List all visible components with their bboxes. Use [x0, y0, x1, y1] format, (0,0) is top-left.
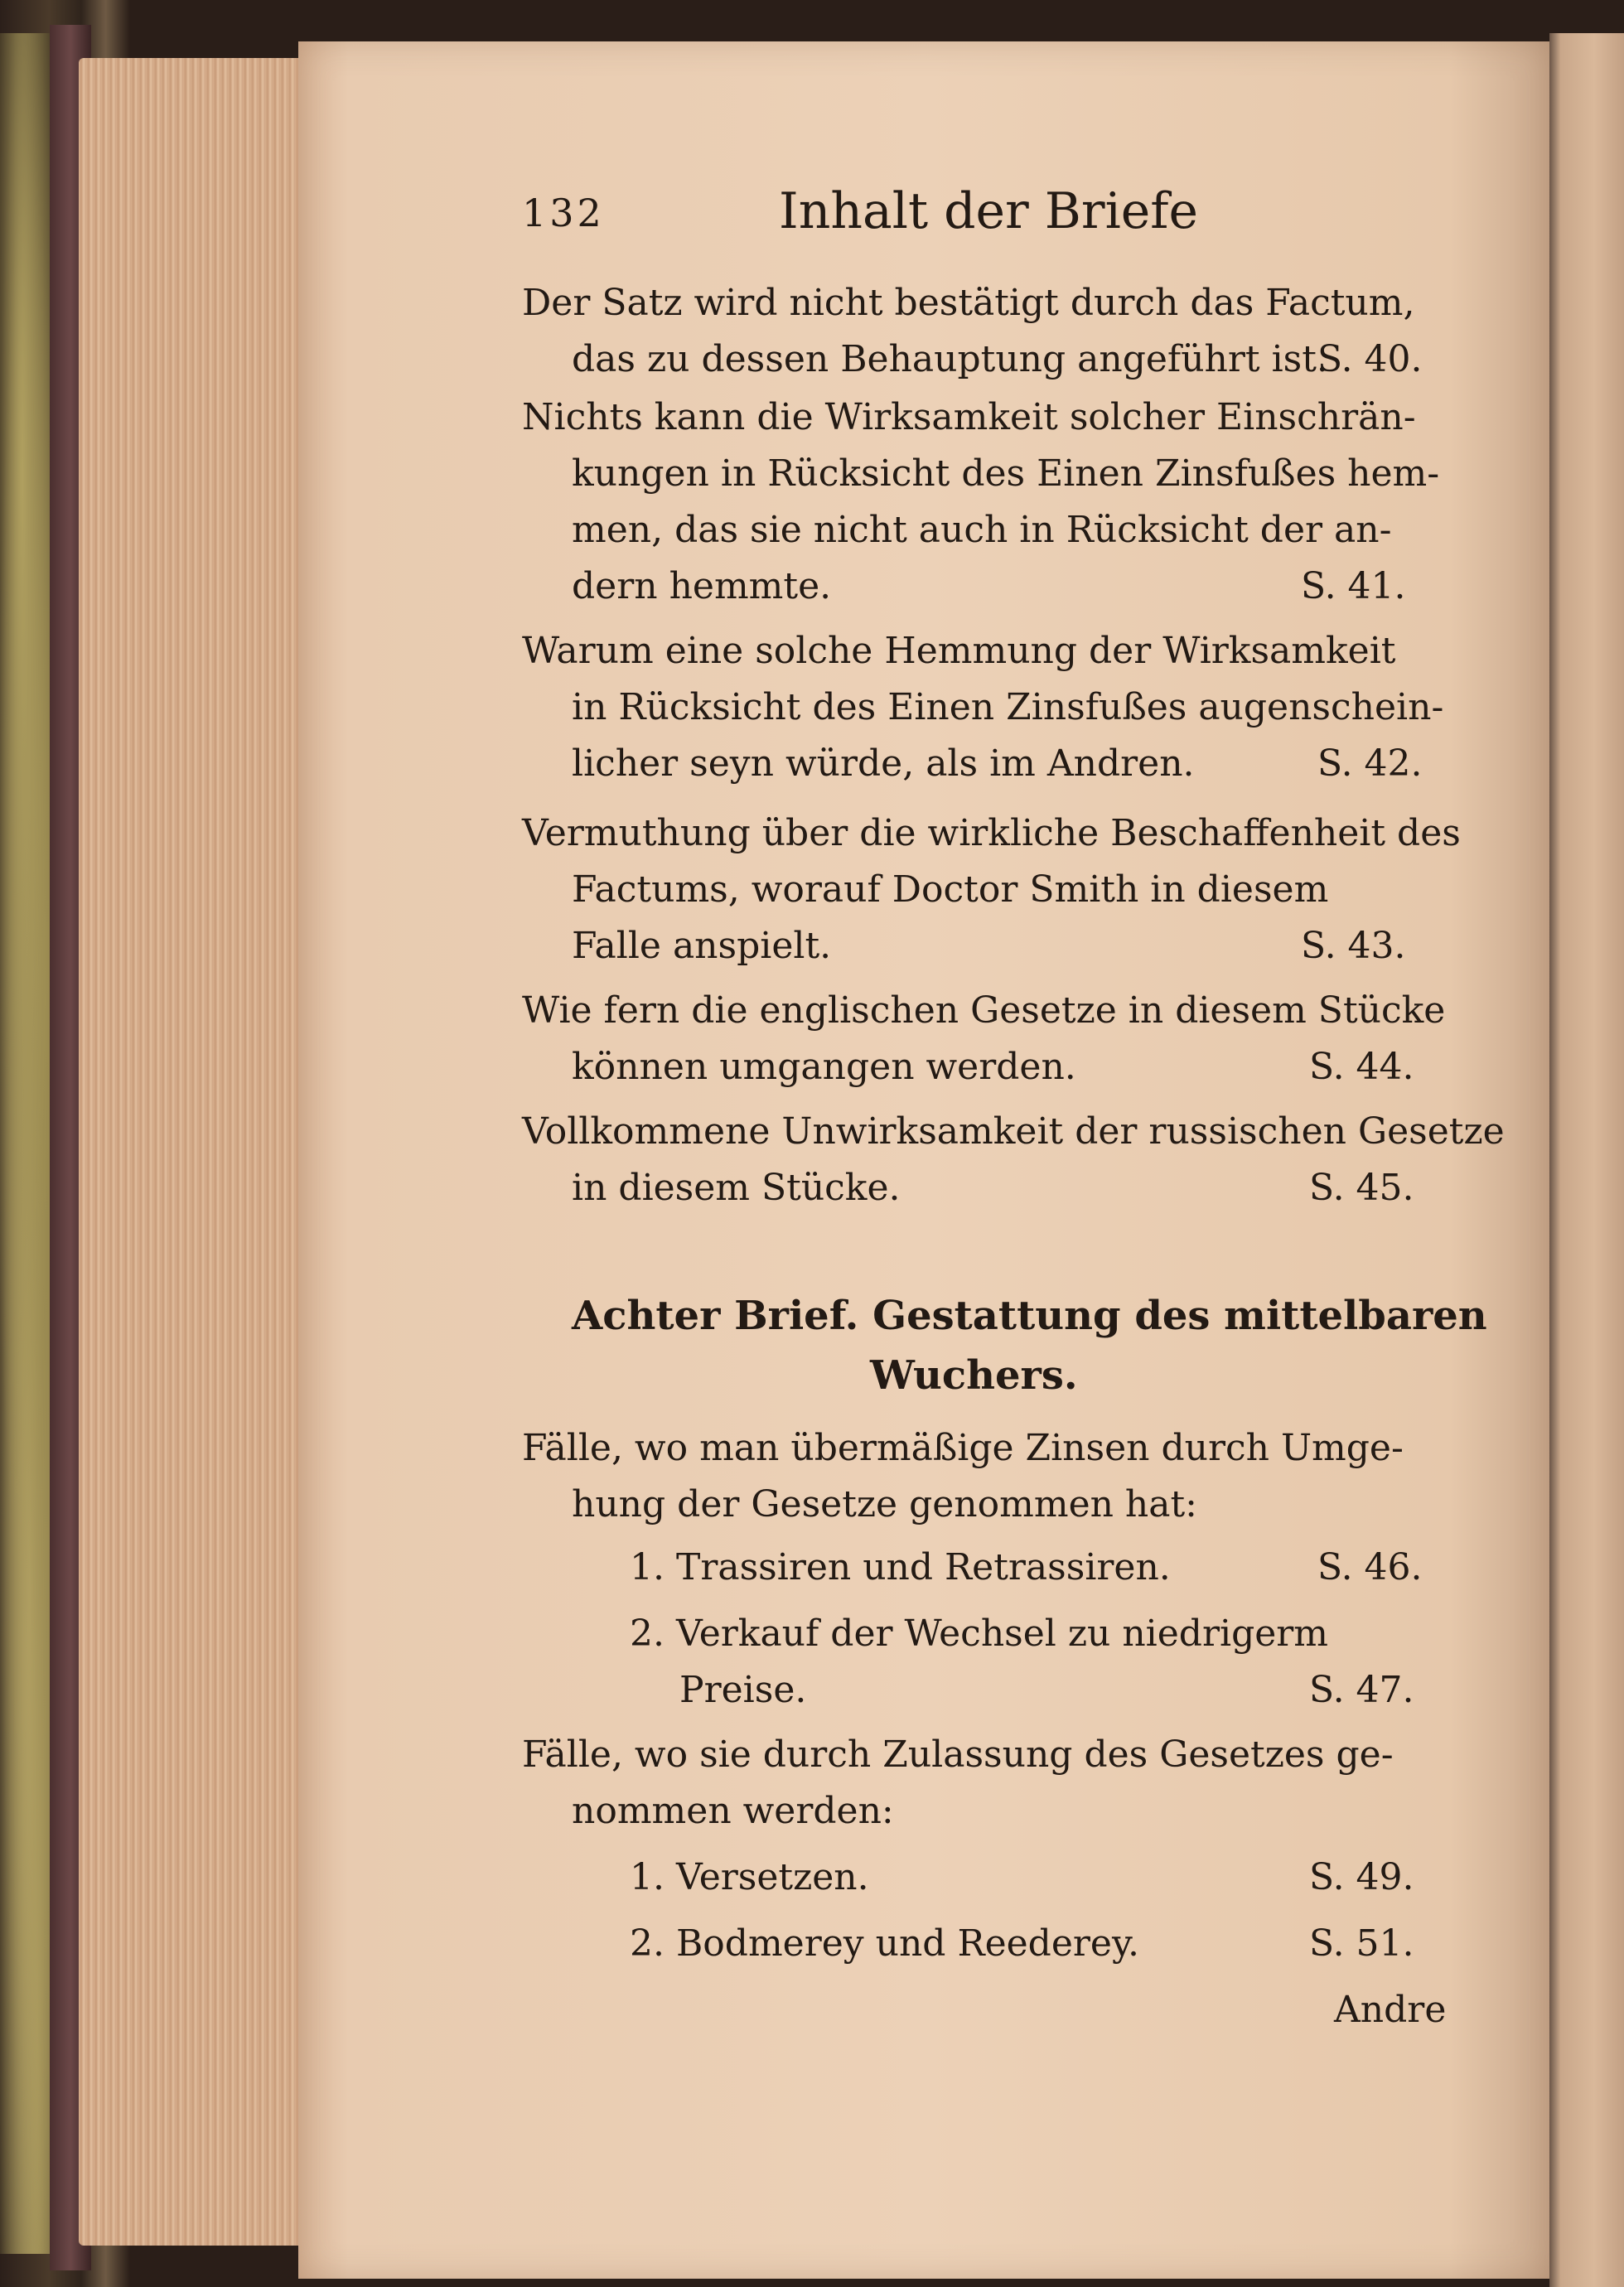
entry-line: Vermuthung über die wirkliche Beschaffenheit des	[522, 812, 1461, 854]
section-heading: Achter Brief. Gestattung des mittelbaren	[572, 1293, 1487, 1339]
entry-page-ref: S. 51.	[1309, 1922, 1414, 1965]
section-item: 1. Trassiren und Retrassiren.	[630, 1546, 1171, 1588]
entry-line: kungen in Rücksicht des Einen Zinsfußes hem-	[572, 452, 1440, 495]
section-line: nommen werden:	[572, 1790, 894, 1832]
page-number: 132	[522, 191, 605, 235]
running-title: Inhalt der Briefe	[779, 182, 1198, 240]
page-edges-stack	[79, 58, 327, 2246]
entry-page-ref: S. 49.	[1309, 1856, 1414, 1898]
entry-line: Factums, worauf Doctor Smith in diesem	[572, 868, 1329, 911]
entry-page-ref: S. 43.	[1301, 925, 1406, 967]
entry-line: dern hemmte.	[572, 565, 832, 607]
section-item: Preise.	[679, 1669, 807, 1711]
section-item: 2. Verkauf der Wechsel zu niedrigerm	[630, 1613, 1329, 1655]
entry-line: men, das sie nicht auch in Rücksicht der an-	[572, 509, 1392, 551]
entry-page-ref: S. 45.	[1309, 1167, 1414, 1209]
facing-page-edge	[1549, 33, 1624, 2287]
section-line: Fälle, wo sie durch Zulassung des Gesetzes ge-	[522, 1733, 1394, 1776]
catchword: Andre	[1334, 1989, 1447, 2031]
entry-line: licher seyn würde, als im Andren.	[572, 742, 1195, 785]
entry-page-ref: S. 40.	[1317, 338, 1423, 380]
section-heading-cont: Wuchers.	[870, 1352, 1078, 1399]
entry-line: in diesem Stücke.	[572, 1167, 901, 1209]
entry-line: können umgangen werden.	[572, 1046, 1076, 1088]
entry-page-ref: S. 46.	[1317, 1546, 1423, 1588]
entry-line: Warum eine solche Hemmung der Wirksamkeit	[522, 630, 1396, 672]
entry-line: Wie fern die englischen Gesetze in diesem Stücke	[522, 989, 1446, 1032]
entry-line: in Rücksicht des Einen Zinsfußes augenschein-	[572, 686, 1444, 728]
entry-line: Nichts kann die Wirksamkeit solcher Einschrän-	[522, 396, 1416, 438]
entry-page-ref: S. 47.	[1309, 1669, 1414, 1711]
section-item: 1. Versetzen.	[630, 1856, 869, 1898]
book-page	[298, 41, 1549, 2279]
entry-line: Falle anspielt.	[572, 925, 832, 967]
section-line: hung der Gesetze genommen hat:	[572, 1483, 1198, 1525]
entry-line: das zu dessen Behauptung angeführt ist.	[572, 338, 1328, 380]
entry-page-ref: S. 42.	[1317, 742, 1423, 785]
entry-page-ref: S. 44.	[1309, 1046, 1414, 1088]
entry-page-ref: S. 41.	[1301, 565, 1406, 607]
entry-line: Vollkommene Unwirksamkeit der russischen Gesetze	[522, 1110, 1505, 1153]
section-line: Fälle, wo man übermäßige Zinsen durch Umge-	[522, 1427, 1404, 1469]
section-item: 2. Bodmerey und Reederey.	[630, 1922, 1139, 1965]
entry-line: Der Satz wird nicht bestätigt durch das Factum,	[522, 282, 1415, 324]
